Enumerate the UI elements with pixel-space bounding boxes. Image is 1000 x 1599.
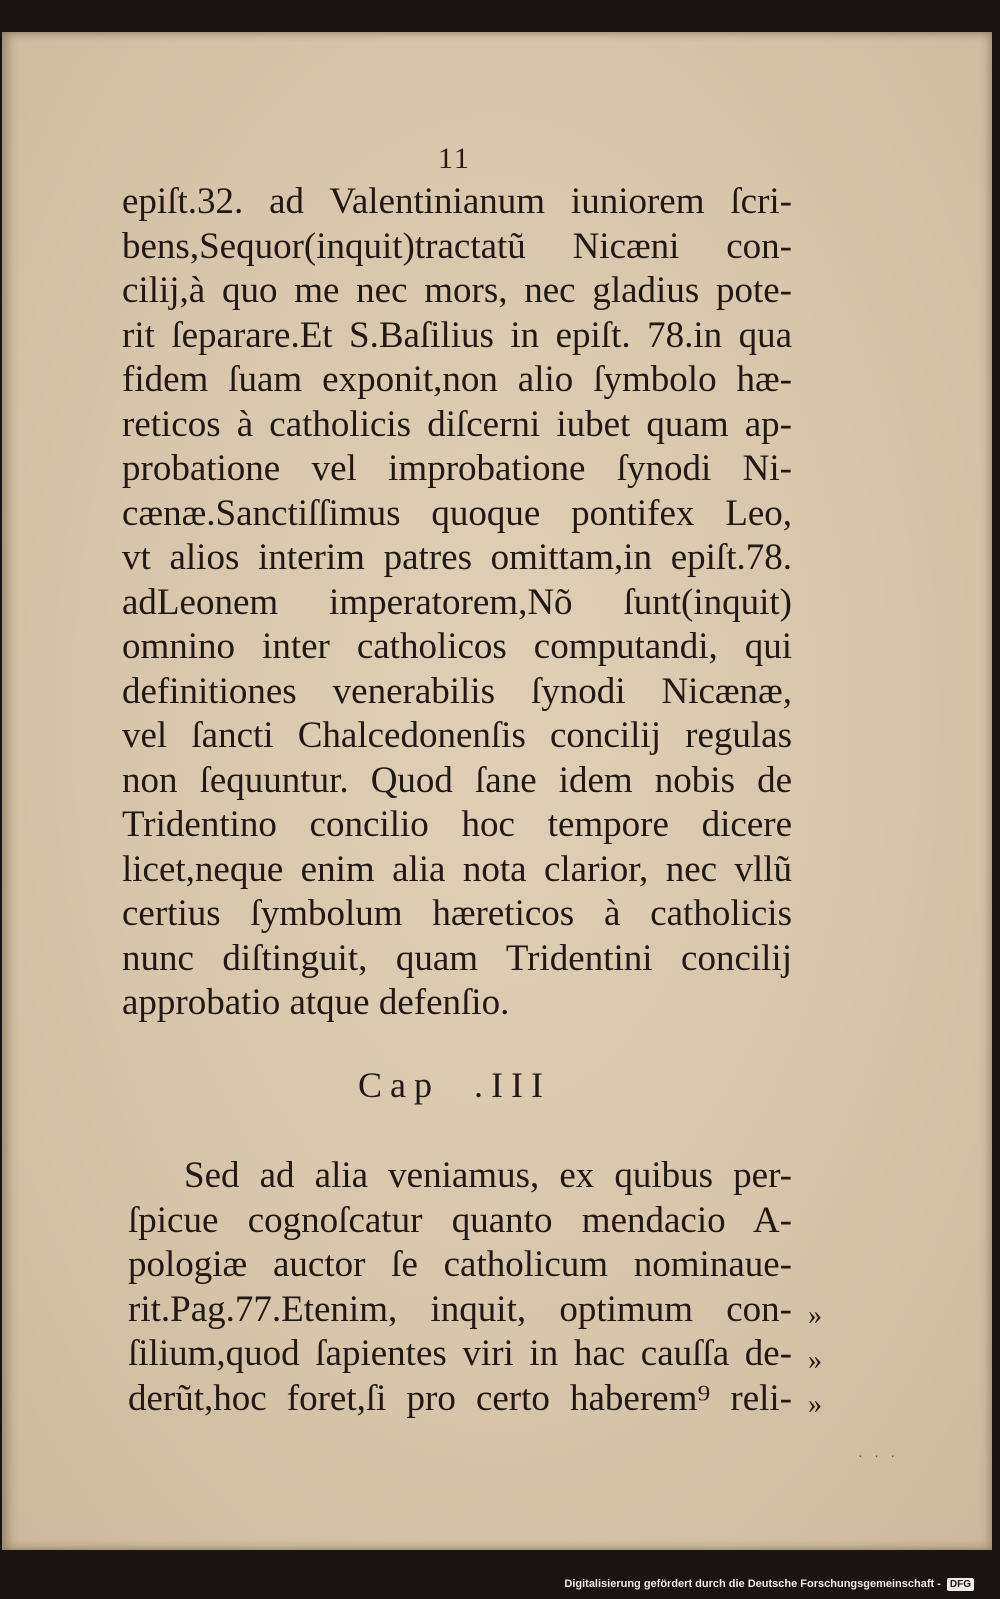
text-line: Tridentino concilio hoc tempore dicere: [122, 804, 792, 845]
quote-mark: »: [808, 1344, 822, 1376]
text-line: probatione vel improbatione ſynodi Ni-: [122, 448, 792, 489]
text-line: cænæ.Sanctiſſimus quoque pontifex Leo,: [122, 492, 792, 534]
text-line: epiſt.32. ad Valentinianum iuniorem ſcri-: [122, 181, 792, 222]
text-line: derũt,hoc foret,ſi pro certo haberem⁹ reli-: [128, 1377, 792, 1419]
text-line: ſilium,quod ſapientes viri in hac cauſſa de-: [128, 1333, 792, 1374]
chapter-heading: [358, 1064, 551, 1106]
text-line: adLeonem imperatorem,Nõ ſunt(inquit): [122, 581, 792, 623]
dfg-logo: DFG: [947, 1578, 974, 1591]
text-line: cilij,à quo me nec mors, nec gladius pote-: [122, 270, 792, 311]
digitization-footer: [564, 1571, 974, 1597]
page-number: 11: [438, 142, 471, 175]
text-line: reticos à catholicis diſcerni iubet quam ap-: [122, 403, 792, 445]
body-paragraph-2: [128, 1154, 798, 1421]
ink-smudge: · · ·: [858, 1450, 899, 1465]
funding-notice: Digitalisierung gefördert durch die Deutsche Forschungsgemeinschaft -: [564, 1578, 941, 1590]
text-line: nunc diſtinguit, quam Tridentini concilij: [122, 937, 792, 979]
text-line: definitiones venerabilis ſynodi Nicænæ,: [122, 670, 792, 712]
chapter-label: Cap: [358, 1065, 440, 1105]
quote-mark: »: [808, 1389, 822, 1420]
text-line: vel ſancti Chalcedonenſis concilij regulas: [122, 715, 792, 756]
text-line: ſpicue cognoſcatur quanto mendacio A-: [128, 1199, 792, 1241]
text-line: omnino inter catholicos computandi, qui: [122, 626, 792, 667]
book-page: [2, 32, 992, 1550]
text-line-first: Sed ad alia veniamus, ex quibus per-: [184, 1155, 792, 1196]
marginal-quote-marks: [808, 1294, 822, 1428]
text-line: fidem ſuam exponit,non alio ſymbolo hæ-: [122, 359, 792, 400]
text-line: vt alios interim patres omittam,in epiſt.78.: [122, 537, 792, 578]
text-line: pologiæ auctor ſe catholicum nominaue-: [128, 1244, 792, 1285]
chapter-number: .III: [474, 1065, 551, 1105]
text-line: non ſequuntur. Quod ſane idem nobis de: [122, 759, 792, 801]
text-line: licet,neque enim alia nota clarior, nec vllũ: [122, 848, 792, 890]
text-line-last: approbatio atque defenſio.: [122, 982, 510, 1023]
text-line: rit.Pag.77.Etenim, inquit, optimum con-: [128, 1288, 792, 1330]
text-line: certius ſymbolum hæreticos à catholicis: [122, 893, 792, 934]
text-line: bens,Sequor(inquit)tractatũ Nicæni con-: [122, 225, 792, 267]
quote-mark: »: [808, 1300, 822, 1331]
text-line: rit ſeparare.Et S.Baſilius in epiſt. 78.in qua: [122, 314, 792, 356]
body-paragraph-1: [122, 180, 802, 1026]
